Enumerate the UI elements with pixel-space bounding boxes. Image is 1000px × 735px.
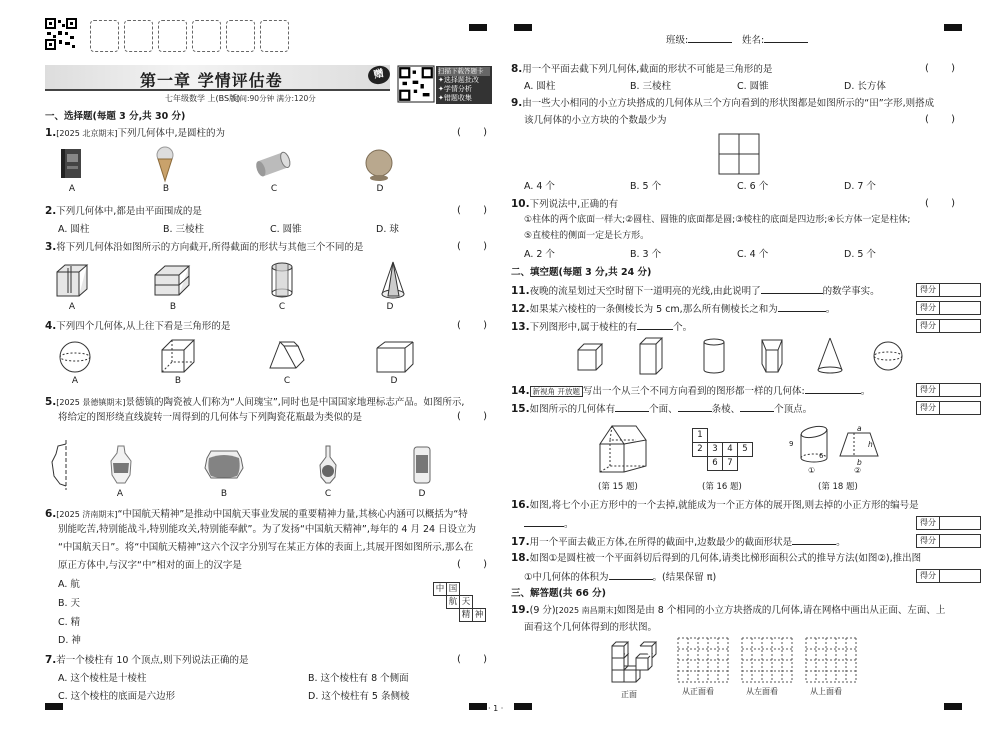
question-number: 7. — [45, 654, 57, 666]
question-text: 下列四个几何体,从上往下看是三角形的是 — [56, 321, 231, 332]
option[interactable]: C. 圆锥 — [270, 224, 302, 235]
answer-box[interactable] — [260, 20, 289, 52]
question-text: 如图所示的几何体有 — [529, 404, 616, 415]
option-label: D — [390, 376, 398, 386]
question-number: 8. — [511, 63, 523, 75]
score-input[interactable] — [939, 402, 980, 414]
question-text: 下列几何体中,都是由平面围成的是 — [56, 206, 202, 217]
print-mark — [514, 703, 532, 710]
question-text: 该几何体的小立方块的个数最少为 — [524, 115, 667, 126]
score-box[interactable] — [916, 301, 981, 315]
answer-paren[interactable]: ( ) — [457, 241, 488, 252]
tag-badge: 新视角 开放题 — [530, 386, 583, 397]
score-label: 得分 — [920, 285, 936, 294]
section-3-title: 三、解答题(共 66 分) — [511, 588, 607, 599]
question-number: 17. — [511, 536, 530, 548]
option-label: B — [220, 489, 228, 499]
score-label: 得分 — [920, 518, 936, 527]
option-label: B — [174, 376, 182, 386]
score-input[interactable] — [939, 535, 980, 547]
option-label: A — [71, 376, 79, 386]
option[interactable]: B. 这个棱柱有 8 个侧面 — [308, 673, 409, 684]
question-2 — [45, 205, 202, 218]
grid-front-view[interactable] — [678, 638, 728, 682]
question-text: 个面、 — [649, 404, 678, 415]
fig18-label-h: h — [868, 440, 873, 449]
name-blank[interactable] — [764, 32, 808, 43]
question-text: 如图,将七个小正方形中的一个去掉,就能成为一个正方体的展开图,则去掉的小正方形的编号是 — [529, 500, 919, 511]
question-text: ⑤直棱柱的侧面一定是长方形。 — [524, 231, 650, 241]
option[interactable]: D. 神 — [58, 635, 81, 646]
question-text: 下列图形中,属于棱柱的有 — [529, 322, 638, 333]
question-number: 6. — [45, 508, 57, 520]
score-label: 得分 — [920, 571, 936, 580]
answer-blank[interactable] — [778, 301, 826, 312]
question-text: 如果某六棱柱的一条侧棱长为 5 cm,那么所有侧棱长之和为 — [529, 304, 778, 315]
question-text: 若一个棱柱有 10 个顶点,则下列说法正确的是 — [56, 655, 249, 666]
question-text: 条棱、 — [711, 404, 741, 415]
feature-item: ✦学情分析 — [438, 85, 472, 93]
sphere-figure — [58, 340, 92, 374]
question-6 — [45, 508, 468, 521]
figure-caption: (第 15 题) — [598, 482, 638, 492]
question-text: ①柱体的两个底面一样大;②圆柱、圆锥的底面都是圆;③棱柱的底面是四边形;④长方体一定是柱体; — [524, 215, 911, 225]
option[interactable]: C. 这个棱柱的底面是六边形 — [58, 691, 176, 702]
source-tag: [2025 景德镇期末] — [56, 398, 126, 407]
exam-meta: 时间:90分钟 满分:120分 — [232, 94, 316, 103]
option[interactable]: D. 长方体 — [844, 81, 886, 92]
net-cell: 国 — [446, 582, 460, 596]
section-1-title: 一、选择题(每题 3 分,共 30 分) — [45, 111, 186, 122]
net-cell: 航 — [446, 595, 460, 609]
answer-blank[interactable] — [805, 383, 861, 394]
vase-a-icon — [108, 445, 134, 485]
question-number: 12. — [511, 303, 530, 315]
question-text: “中国航天精神”是推动中国航天事业发展的重要精神力量,其核心内涵可以概括为“特 — [117, 509, 468, 520]
scan-qr-icon — [398, 66, 434, 102]
answer-blank[interactable] — [792, 534, 836, 545]
question-text: 下列几何体中,是圆柱的为 — [117, 128, 225, 139]
score-box[interactable] — [916, 283, 981, 297]
answer-paren[interactable]: ( ) — [457, 654, 488, 665]
option[interactable]: B. 天 — [58, 598, 81, 609]
question-text: 。 — [860, 386, 871, 397]
name-label: 姓名: — [742, 35, 765, 46]
net-cell: 3 — [707, 442, 723, 457]
subtitle: 七年级数学 上(BS版) — [165, 94, 241, 103]
score-label: 得分 — [920, 403, 936, 412]
option[interactable]: B. 5 个 — [630, 181, 662, 192]
score-label: 得分 — [920, 303, 936, 312]
question-8 — [511, 63, 772, 76]
figure-caption: (第 16 题) — [702, 482, 742, 492]
question-10 — [511, 198, 618, 211]
vase-c-icon — [317, 445, 339, 485]
question-text: 面看这个几何体得到的形状图。 — [524, 622, 658, 633]
question-text: 用一个平面去截下列几何体,截面的形状不可能是三角形的是 — [522, 64, 773, 75]
net-cell: 中 — [433, 582, 447, 596]
question-number: 10. — [511, 198, 530, 210]
q13-shapes-figure — [576, 336, 906, 376]
answer-blank[interactable] — [615, 401, 649, 412]
stacked-cubes-figure — [610, 636, 658, 686]
answer-paren[interactable]: ( ) — [457, 205, 488, 216]
figure-caption: 从正面看 — [682, 687, 714, 696]
vase-b-icon — [203, 448, 245, 482]
net-cell: 2 — [692, 442, 708, 457]
feature-text: 错题收集 — [443, 94, 472, 102]
question-number: 16. — [511, 499, 530, 511]
chapter-title: 第一章 学情评估卷 — [140, 71, 283, 90]
question-text: 下列说法中,正确的有 — [529, 199, 619, 210]
net-cell: 神 — [472, 608, 486, 622]
option[interactable]: B. 三棱柱 — [630, 81, 672, 92]
figure-caption: (第 18 题) — [818, 482, 858, 492]
book-icon — [58, 148, 84, 180]
question-text: “中国航天日”。将“中国航天精神”这六个汉字分别写在某正方体的表面上,其展开图如图所示,那么在 — [58, 542, 474, 553]
answer-blank[interactable] — [637, 319, 673, 330]
fig18-label-1: ① — [808, 466, 816, 475]
print-mark — [45, 703, 63, 710]
question-text: 别能吃苦,特别能战斗,特别能攻关,特别能奉献”。为了发扬“中国航天精神”,每年的 4 月 24 日设立为 — [58, 524, 477, 535]
answer-blank[interactable] — [524, 516, 564, 527]
answer-box[interactable] — [124, 20, 153, 52]
question-7 — [45, 654, 248, 667]
answer-box[interactable] — [192, 20, 221, 52]
option[interactable]: A. 圆柱 — [58, 224, 90, 235]
class-blank[interactable] — [688, 32, 732, 43]
answer-box[interactable] — [90, 20, 119, 52]
score-box[interactable] — [916, 383, 981, 397]
score-box[interactable] — [916, 319, 981, 333]
question-18-line2 — [524, 569, 716, 584]
fig18-label-nine: 9 — [789, 440, 794, 448]
fig18-label-six: 6 — [819, 452, 824, 460]
grid-top-view[interactable] — [806, 638, 856, 682]
cube-net — [433, 582, 489, 622]
fig18-label-a: a — [857, 424, 862, 433]
option-label: C — [324, 489, 332, 499]
score-label: 得分 — [920, 536, 936, 545]
q18-cut-cylinder-figure — [794, 424, 834, 464]
grid-left-view[interactable] — [742, 638, 792, 682]
source-tag: [2025 北京期末] — [56, 129, 118, 138]
question-text: 原正方体中,与汉字“中”相对的面上的汉字是 — [58, 560, 242, 571]
question-15 — [511, 401, 812, 416]
feature-item: ✦错题收集 — [438, 94, 472, 102]
option-label: C — [283, 376, 291, 386]
sphere-object-icon — [364, 148, 394, 182]
answer-box[interactable] — [158, 20, 187, 52]
option[interactable]: D. 这个棱柱有 5 条侧棱 — [308, 691, 410, 702]
source-tag: [2025 南昌期末] — [555, 606, 617, 615]
question-text: 。(结果保留 π) — [652, 572, 717, 583]
question-text: 。 — [836, 537, 846, 548]
q18-trapezoid-figure — [838, 430, 880, 460]
tian-grid-figure — [718, 133, 760, 175]
question-number: 11. — [511, 285, 530, 297]
score-label: 得分 — [920, 321, 936, 330]
cylinder-object-icon — [256, 150, 292, 178]
score-box[interactable] — [916, 569, 981, 583]
question-number: 3. — [45, 241, 57, 253]
question-text: 。 — [564, 519, 574, 530]
question-5 — [45, 396, 464, 409]
question-number: 18. — [511, 552, 530, 564]
option-label: C — [278, 302, 286, 312]
net-cell: 1 — [692, 428, 708, 443]
score-box[interactable] — [916, 401, 981, 415]
answer-blank[interactable] — [609, 569, 653, 580]
question-number: 1. — [45, 127, 57, 139]
q16-net-figure — [692, 428, 762, 473]
answer-box[interactable] — [226, 20, 255, 52]
question-number: 4. — [45, 320, 57, 332]
question-11 — [511, 283, 880, 298]
option[interactable]: C. 4 个 — [737, 249, 769, 260]
print-mark — [944, 703, 962, 710]
question-text: 夜晚的流星划过天空时留下一道明亮的光线,由此说明了 — [529, 286, 761, 297]
question-16 — [511, 499, 919, 512]
question-number: 14. — [511, 385, 530, 397]
answer-blank[interactable] — [678, 401, 712, 412]
question-9 — [511, 97, 934, 110]
cube-figure — [160, 338, 196, 374]
option-label: D — [376, 184, 384, 194]
score-box[interactable] — [916, 516, 981, 530]
score-label: 得分 — [920, 385, 936, 394]
question-text: 由一些大小相同的小立方块搭成的几何体从三个方向看到的形状图都是如图所示的“田”字形,则搭成 — [522, 98, 935, 109]
answer-paren[interactable]: ( ) — [925, 198, 956, 209]
question-number: 19. — [511, 604, 530, 616]
question-16-blank-line — [524, 516, 574, 531]
class-field[interactable] — [666, 32, 732, 47]
section-2-title: 二、填空题(每题 3 分,共 24 分) — [511, 267, 652, 278]
question-4 — [45, 320, 230, 333]
print-mark — [514, 24, 532, 31]
question-text: 个。 — [673, 322, 693, 333]
question-number: 15. — [511, 403, 530, 415]
fig18-label-b: b — [857, 458, 862, 467]
net-cell: 7 — [722, 456, 738, 471]
option-label: D — [386, 302, 394, 312]
question-13 — [511, 319, 692, 334]
question-number: 2. — [45, 205, 57, 217]
net-cell: 天 — [459, 595, 473, 609]
feature-text: 选择题批改 — [443, 76, 479, 84]
scan-panel — [436, 66, 492, 104]
answer-paren[interactable]: ( ) — [925, 114, 956, 125]
answer-blank[interactable] — [740, 401, 774, 412]
question-12 — [511, 301, 835, 316]
option-label: A — [68, 302, 76, 312]
cylinder-cut-figure — [268, 260, 296, 300]
question-number: 9. — [511, 97, 523, 109]
frustum-figure — [268, 338, 306, 374]
class-label: 班级: — [666, 35, 689, 46]
score-input[interactable] — [939, 384, 980, 396]
triangular-prism-figure — [375, 340, 415, 374]
scan-label: 扫描下载答题卡 — [438, 67, 490, 76]
score-input[interactable] — [939, 570, 980, 582]
option[interactable]: A. 4 个 — [524, 181, 555, 192]
question-3 — [45, 241, 363, 254]
option-label: A — [68, 184, 76, 194]
net-cell: 6 — [707, 456, 723, 471]
option-label: B — [162, 184, 170, 194]
print-mark — [469, 703, 487, 710]
question-text: 将给定的图形绕直线旋转一周得到的几何体与下列陶瓷花瓶最为类似的是 — [58, 412, 363, 423]
option[interactable]: C. 6 个 — [737, 181, 769, 192]
option-label: B — [169, 302, 177, 312]
net-cell: 4 — [722, 442, 738, 457]
question-text: ①中几何体的体积为 — [524, 572, 609, 583]
question-text: 用一个平面去截正方体,在所得的截面中,边数最少的截面形状是 — [529, 537, 793, 548]
name-field[interactable] — [742, 32, 808, 47]
option[interactable]: D. 7 个 — [844, 181, 876, 192]
question-text: 如图①是圆柱被一个平面斜切后得到的几何体,请类比梯形面积公式的推导方法(如图②),推出图 — [529, 553, 922, 564]
option[interactable]: A. 2 个 — [524, 249, 555, 260]
option[interactable]: C. 圆锥 — [737, 81, 769, 92]
question-number: 13. — [511, 321, 530, 333]
print-mark — [469, 24, 487, 31]
option[interactable]: D. 球 — [376, 224, 399, 235]
answer-paren[interactable]: ( ) — [457, 127, 488, 138]
option-label: A — [116, 489, 124, 499]
score-input[interactable] — [939, 320, 980, 332]
answer-paren[interactable]: ( ) — [457, 411, 488, 422]
q15-solid-figure — [598, 424, 648, 476]
answer-paren[interactable]: ( ) — [457, 559, 488, 570]
option[interactable]: A. 圆柱 — [524, 81, 556, 92]
qr-code-icon — [45, 18, 77, 50]
net-cell: 5 — [737, 442, 753, 457]
question-text: 的数学事实。 — [822, 286, 880, 297]
score-input[interactable] — [939, 517, 980, 529]
figure-caption: 从上面看 — [810, 687, 842, 696]
question-18 — [511, 552, 921, 565]
ice-cream-cone-icon — [155, 146, 175, 182]
question-14 — [511, 383, 870, 398]
question-text: 个顶点。 — [774, 404, 813, 415]
score-note: (9 分) — [529, 605, 556, 616]
answer-paren[interactable]: ( ) — [925, 63, 956, 74]
answer-paren[interactable]: ( ) — [457, 320, 488, 331]
feature-item: ✦选择题批改 — [438, 76, 479, 84]
question-text: 景德镇的陶瓷被人们称为“人间瑰宝”,同时也是中国国家地理标志产品。如图所示, — [125, 397, 465, 408]
option-label: C — [270, 184, 278, 194]
question-19 — [511, 604, 945, 617]
score-input[interactable] — [939, 284, 980, 296]
question-text: 写出一个从三个不同方向看到的图形都一样的几何体: — [583, 386, 805, 397]
cone-cut-figure — [380, 260, 406, 300]
option[interactable]: A. 这个棱柱是十棱柱 — [58, 673, 147, 684]
question-text: 。 — [825, 304, 836, 315]
figure-caption: 从左面看 — [746, 687, 778, 696]
question-number: 5. — [45, 396, 57, 408]
print-mark — [944, 24, 962, 31]
option[interactable]: C. 精 — [58, 617, 81, 628]
net-cell: 精 — [459, 608, 473, 622]
cube-cut-figure — [55, 262, 91, 298]
question-text: 将下列几何体沿如图所示的方向截开,所得截面的形状与其他三个不同的是 — [56, 242, 364, 253]
figure-caption: 正面 — [621, 690, 637, 699]
rotation-axis-figure — [48, 440, 72, 490]
question-1 — [45, 127, 225, 140]
source-tag: [2025 济南期末] — [56, 510, 118, 519]
option[interactable]: A. 航 — [58, 579, 80, 590]
score-input[interactable] — [939, 302, 980, 314]
option[interactable]: B. 3 个 — [630, 249, 662, 260]
page-number: · 1 · — [488, 704, 504, 713]
option-label: D — [418, 489, 426, 499]
fig18-label-2: ② — [854, 466, 862, 475]
score-box[interactable] — [916, 534, 981, 548]
answer-blank[interactable] — [761, 283, 823, 294]
option[interactable]: D. 5 个 — [844, 249, 876, 260]
vase-d-icon — [412, 445, 432, 485]
option[interactable]: B. 三棱柱 — [163, 224, 205, 235]
feature-text: 学情分析 — [443, 85, 472, 93]
box-cut-figure — [153, 263, 191, 297]
question-text: 如图是由 8 个相同的小立方块搭成的几何体,请在网格中画出从正面、左面、上 — [616, 605, 946, 616]
gift-badge-text: 赠 — [372, 68, 385, 81]
question-17 — [511, 534, 846, 549]
